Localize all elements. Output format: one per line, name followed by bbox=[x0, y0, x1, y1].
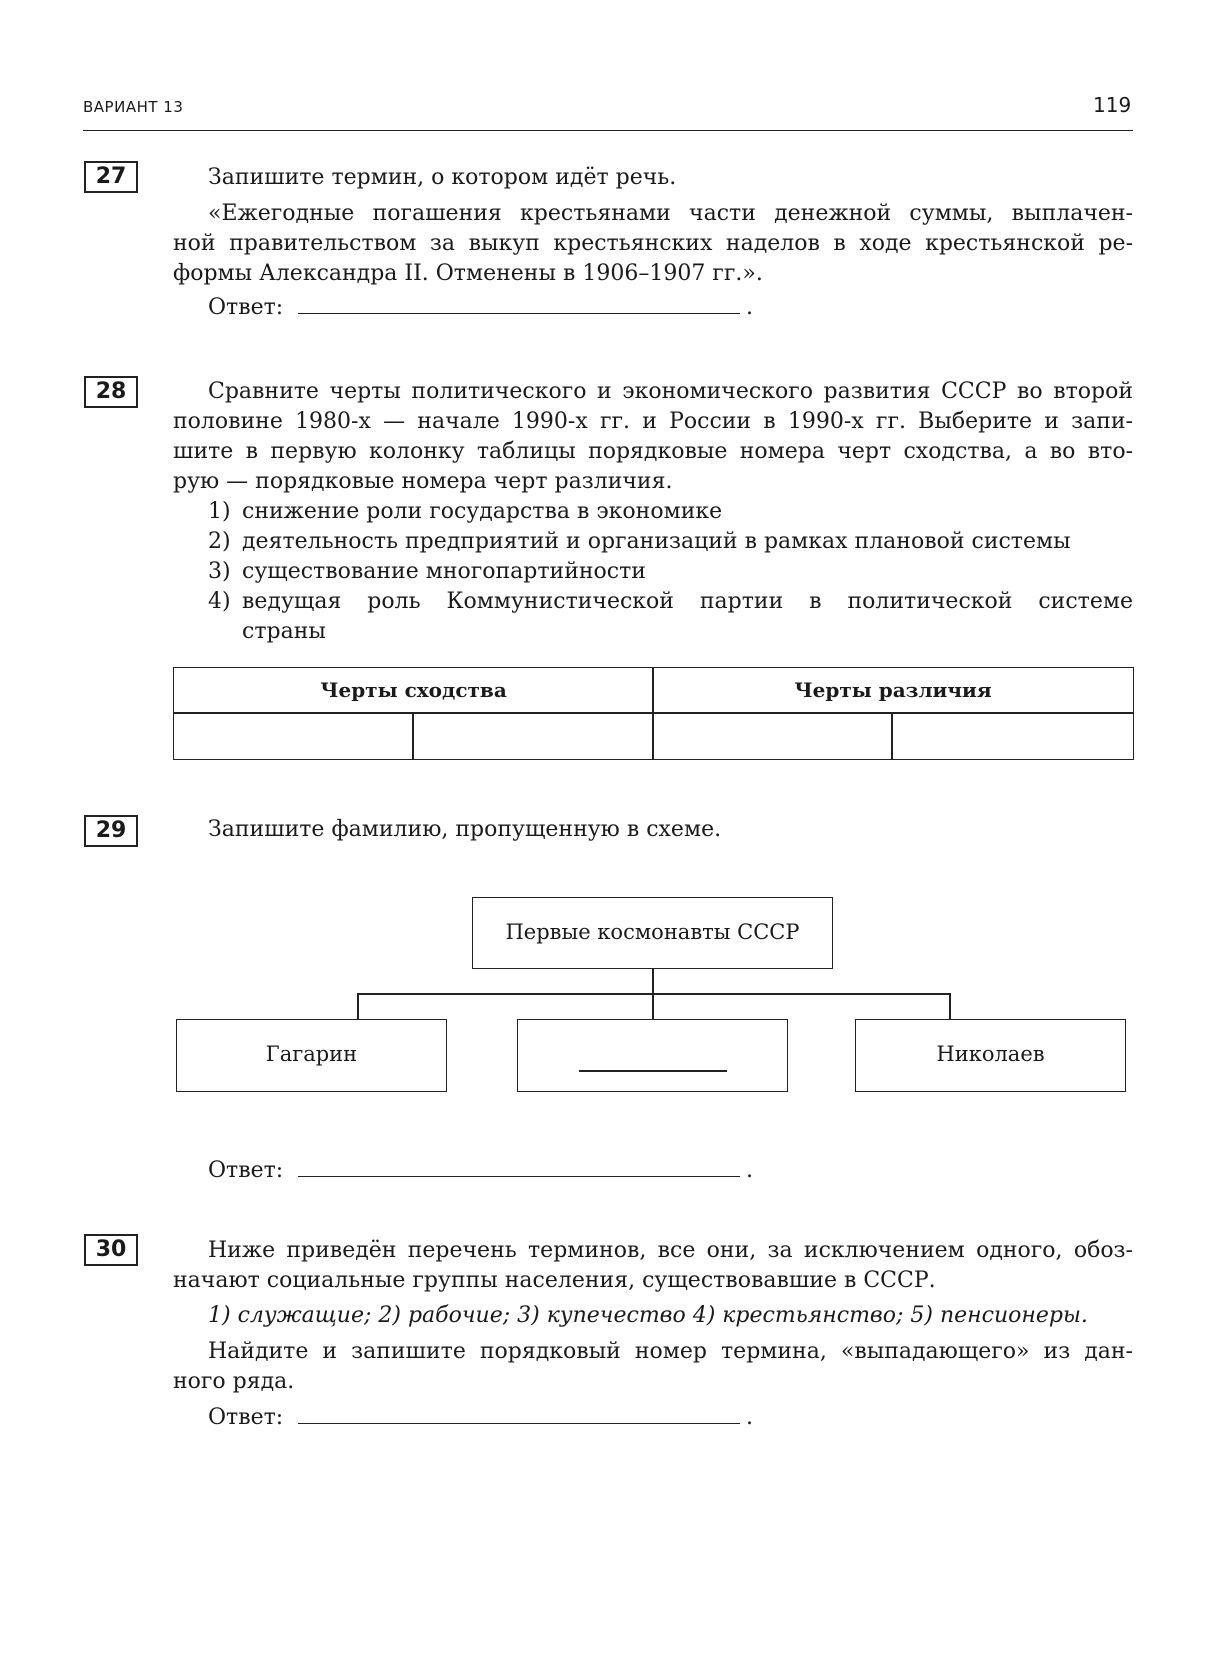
q28-item-4-continuation: страны bbox=[242, 619, 326, 644]
scheme-left-box: Гагарин bbox=[176, 1019, 447, 1092]
q28-item-2-num: 2) bbox=[208, 529, 231, 554]
scheme-connector-horizontal bbox=[357, 993, 950, 995]
differences-answer-cell-1[interactable] bbox=[652, 712, 893, 760]
q29-answer-label: Ответ: bbox=[208, 1158, 284, 1183]
q27-quote-line-3: формы Александра II. Отменены в 1906–1907 гг.». bbox=[173, 261, 763, 286]
scheme-right-box: Николаев bbox=[855, 1019, 1126, 1092]
q28-item-3: существование многопартийности bbox=[242, 559, 646, 584]
question-30-number: 30 bbox=[84, 1234, 138, 1266]
q28-item-3-num: 3) bbox=[208, 559, 231, 584]
q28-item-2: деятельность предприятий и организаций в рамках плановой системы bbox=[242, 529, 1071, 554]
q29-answer-line[interactable] bbox=[298, 1176, 740, 1177]
q30-task-line-2: ного ряда. bbox=[173, 1369, 295, 1394]
q30-intro-line-2: начают социальные группы населения, существовавшие в СССР. bbox=[173, 1268, 936, 1293]
table-header-similarities: Черты сходства bbox=[173, 667, 654, 714]
q27-answer-line[interactable] bbox=[298, 313, 740, 314]
q27-quote-line-2: ной правительством за выкуп крестьянских наделов в ходе крестьянской ре- bbox=[173, 231, 1133, 256]
q28-intro-line-1: Сравните черты политического и экономического развития СССР во второй bbox=[208, 379, 1133, 404]
question-29-number: 29 bbox=[84, 815, 138, 847]
scheme-connector-left bbox=[357, 993, 359, 1019]
question-27-number: 27 bbox=[84, 161, 138, 193]
q28-intro-line-3: шите в первую колонку таблицы порядковые номера черт сходства, а во вто- bbox=[173, 439, 1133, 464]
q28-item-4-num: 4) bbox=[208, 589, 231, 614]
q30-answer-line[interactable] bbox=[298, 1423, 740, 1424]
q30-answer-label: Ответ: bbox=[208, 1405, 284, 1430]
differences-answer-cell-2[interactable] bbox=[891, 712, 1134, 760]
q30-terms: 1) служащие; 2) рабочие; 3) купечество 4) крестьянство; 5) пенсионеры. bbox=[208, 1303, 1088, 1328]
header-rule bbox=[83, 130, 1133, 131]
variant-title: ВАРИАНТ 13 bbox=[83, 98, 184, 116]
scheme-missing-blank-line bbox=[579, 1070, 727, 1072]
scheme-missing-box[interactable] bbox=[517, 1019, 788, 1092]
q27-quote-line-1: «Ежегодные погашения крестьянами части денежной суммы, выплачен- bbox=[208, 201, 1133, 226]
question-28-number: 28 bbox=[84, 376, 138, 408]
q28-item-4: ведущая роль Коммунистической партии в политической системе bbox=[242, 589, 1133, 614]
table-header-differences: Черты различия bbox=[652, 667, 1134, 714]
q27-answer-dot: . bbox=[746, 295, 753, 320]
q27-prompt: Запишите термин, о котором идёт речь. bbox=[208, 165, 677, 190]
page-number: 119 bbox=[1093, 93, 1132, 117]
similarities-answer-cell-1[interactable] bbox=[173, 712, 414, 760]
scheme-connector-right bbox=[949, 993, 951, 1019]
q29-answer-dot: . bbox=[746, 1158, 753, 1183]
q30-task-line-1: Найдите и запишите порядковый номер термина, «выпадающего» из дан- bbox=[208, 1339, 1133, 1364]
q30-intro-line-1: Ниже приведён перечень терминов, все они, за исключением одного, обоз- bbox=[208, 1238, 1133, 1263]
q28-item-1-num: 1) bbox=[208, 499, 231, 524]
scheme-root-box: Первые космонавты СССР bbox=[472, 897, 833, 969]
q28-intro-line-4: рую — порядковые номера черт различия. bbox=[173, 469, 673, 494]
q28-item-1: снижение роли государства в экономике bbox=[242, 499, 723, 524]
q28-intro-line-2: половине 1980-х — начале 1990-х гг. и России в 1990-х гг. Выберите и запи- bbox=[173, 409, 1133, 434]
q27-answer-label: Ответ: bbox=[208, 295, 284, 320]
similarities-answer-cell-2[interactable] bbox=[412, 712, 654, 760]
q29-prompt: Запишите фамилию, пропущенную в схеме. bbox=[208, 817, 722, 842]
q30-answer-dot: . bbox=[746, 1405, 753, 1430]
